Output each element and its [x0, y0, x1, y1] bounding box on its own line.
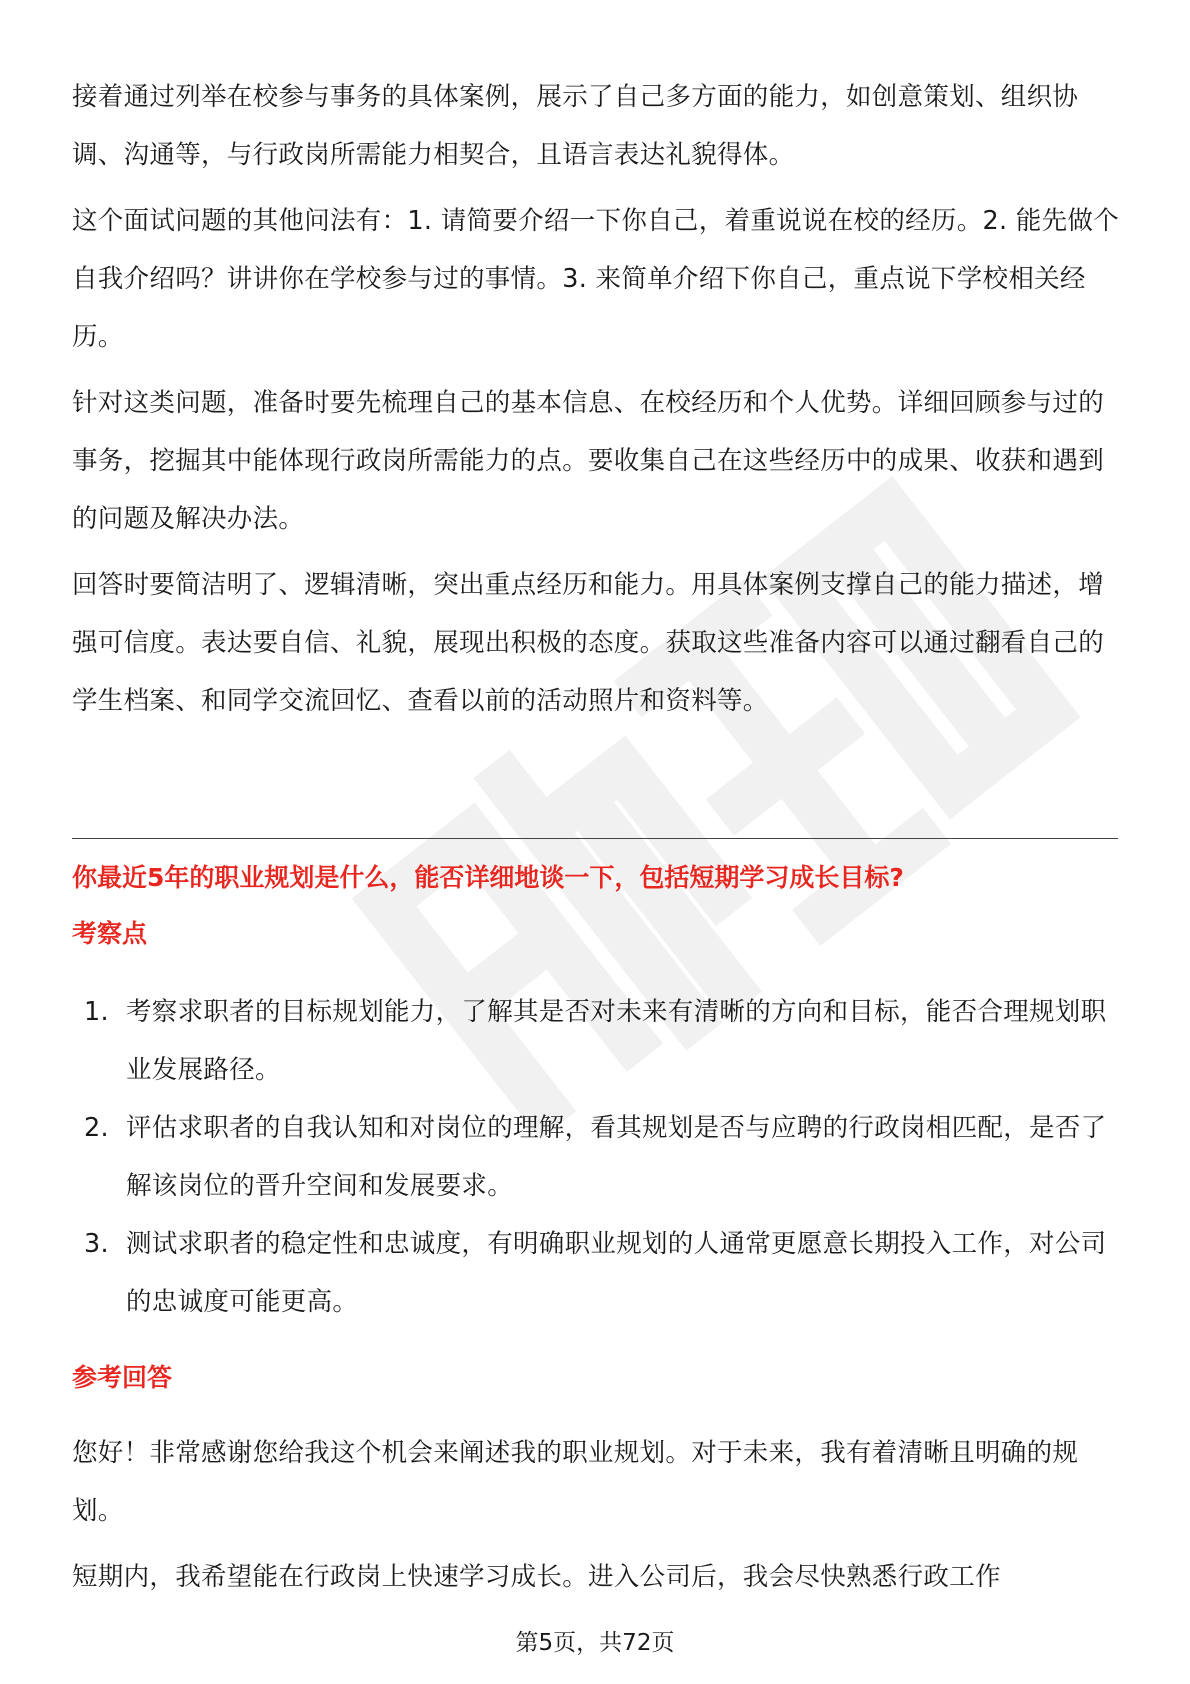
list-item-text: 考察求职者的目标规划能力，了解其是否对未来有清晰的方向和目标，能否合理规划职业发展路径。 [126, 997, 1107, 1085]
reference-answer-heading: 参考回答 [72, 1363, 173, 1392]
exam-points-list [72, 983, 1122, 1331]
list-item-number: 3. [84, 1229, 109, 1259]
list-item [72, 1099, 1122, 1215]
list-item-number: 2. [84, 1113, 109, 1143]
answer-paragraph-short-term: 短期内，我希望能在行政岗上快速学习成长。进入公司后，我会尽快熟悉行政工作 [72, 1562, 1001, 1592]
page-number: 第5页，共72页 [515, 1630, 675, 1656]
paragraph-summary: 接着通过列举在校参与事务的具体案例，展示了自己多方面的能力，如创意策划、组织协调、沟通等，与行政岗所需能力相契合，且语言表达礼貌得体。 [72, 82, 1079, 170]
exam-points-heading: 考察点 [72, 919, 148, 948]
section-divider [72, 838, 1118, 839]
paragraph-answer-tips: 回答时要简洁明了、逻辑清晰，突出重点经历和能力。用具体案例支撑自己的能力描述，增强可信度。表达要自信、礼貌，展现出积极的态度。获取这些准备内容可以通过翻看自己的学生档案、和同学交流回忆、查看以前的活动照片和资料等。 [72, 570, 1105, 716]
list-item [72, 1215, 1122, 1331]
list-item-text: 测试求职者的稳定性和忠诚度，有明确职业规划的人通常更愿意长期投入工作，对公司的忠诚度可能更高。 [126, 1229, 1107, 1317]
list-item-number: 1. [84, 997, 109, 1027]
paragraph-prep-tips: 针对这类问题，准备时要先梳理自己的基本信息、在校经历和个人优势。详细回顾参与过的事务，挖掘其中能体现行政岗所需能力的点。要收集自己在这些经历中的成果、收获和遇到的问题及解决办法。 [72, 388, 1105, 534]
answer-paragraph-intro: 您好！非常感谢您给我这个机会来阐述我的职业规划。对于未来，我有着清晰且明确的规划。 [72, 1438, 1079, 1526]
list-item-text: 评估求职者的自我认知和对岗位的理解，看其规划是否与应聘的行政岗相匹配，是否了解该岗位的晋升空间和发展要求。 [126, 1113, 1107, 1201]
question-title: 你最近5年的职业规划是什么，能否详细地谈一下，包括短期学习成长目标? [72, 863, 904, 892]
paragraph-alt-questions: 这个面试问题的其他问法有：1. 请简要介绍一下你自己，着重说说在校的经历。2. 能先做个自我介绍吗？讲讲你在学校参与过的事情。3. 来简单介绍下你自己，重点说下学校相关经历。 [72, 206, 1120, 352]
list-item [72, 983, 1122, 1099]
